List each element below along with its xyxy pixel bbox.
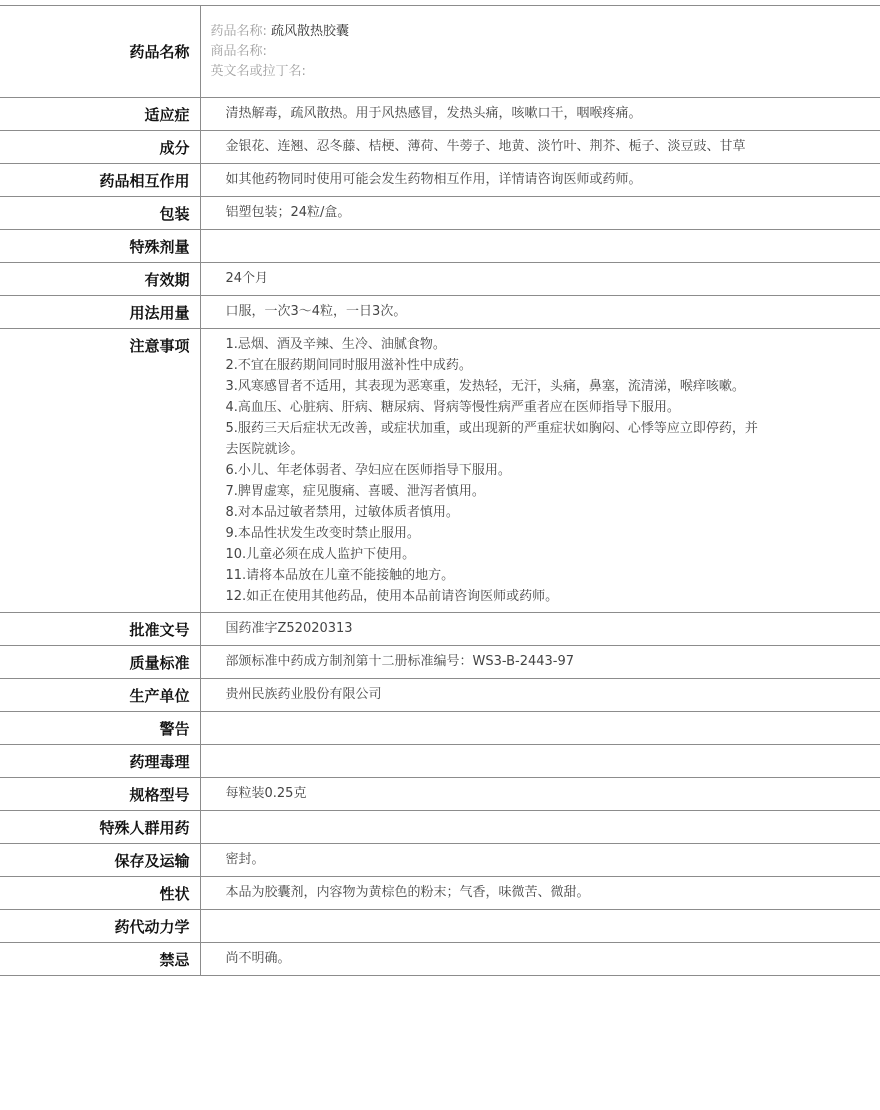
value-package: 铝塑包装；24粒/盒。: [200, 197, 880, 230]
value-interactions: 如其他药物同时使用可能会发生药物相互作用，详情请咨询医师或药师。: [200, 164, 880, 197]
label-interactions: 药品相互作用: [0, 164, 200, 197]
value-special-population: [200, 811, 880, 844]
precaution-item: 9.本品性状发生改变时禁止服用。: [225, 526, 420, 541]
label-toxicology: 药理毒理: [0, 745, 200, 778]
label-special-dosage: 特殊剂量: [0, 230, 200, 263]
precaution-item: 10.儿童必须在成人监护下使用。: [225, 547, 416, 562]
row-storage: [0, 844, 880, 877]
value-contraindications: 尚不明确。: [200, 943, 880, 976]
precaution-item: 12.如正在使用其他药品，使用本品前请咨询医师或药师。: [225, 589, 559, 604]
row-indications: [0, 98, 880, 131]
value-special-dosage: [200, 230, 880, 263]
precaution-item: 11.请将本品放在儿童不能接触的地方。: [225, 568, 455, 583]
value-approval: 国药准字Z52020313: [200, 613, 880, 646]
row-quality-standard: [0, 646, 880, 679]
label-appearance: 性状: [0, 877, 200, 910]
precaution-item: 1.忌烟、酒及辛辣、生冷、油腻食物。: [225, 337, 446, 352]
label-contraindications: 禁忌: [0, 943, 200, 976]
value-manufacturer: 贵州民族药业股份有限公司: [200, 679, 880, 712]
label-warning: 警告: [0, 712, 200, 745]
label-quality-standard: 质量标准: [0, 646, 200, 679]
generic-name-value: 疏风散热胶囊: [271, 23, 350, 39]
value-indications: 清热解毒，疏风散热。用于风热感冒，发热头痛，咳嗽口干，咽喉疼痛。: [200, 98, 880, 131]
value-precautions: [200, 329, 880, 613]
label-usage: 用法用量: [0, 296, 200, 329]
row-toxicology: [0, 745, 880, 778]
label-indications: 适应症: [0, 98, 200, 131]
value-pharmacokinetics: [200, 910, 880, 943]
row-usage: [0, 296, 880, 329]
label-validity: 有效期: [0, 263, 200, 296]
row-ingredients: [0, 131, 880, 164]
precaution-item: 3.风寒感冒者不适用，其表现为恶寒重，发热轻，无汗，头痛，鼻塞，流清涕，喉痒咳嗽。: [225, 379, 745, 394]
row-appearance: [0, 877, 880, 910]
value-toxicology: [200, 745, 880, 778]
value-specification: 每粒装0.25克: [200, 778, 880, 811]
row-precautions: [0, 329, 880, 613]
precaution-item: 8.对本品过敏者禁用，过敏体质者慎用。: [225, 505, 459, 520]
generic-name-key: 药品名称:: [210, 23, 267, 39]
value-warning: [200, 712, 880, 745]
row-interactions: [0, 164, 880, 197]
english-name-key: 英文名或拉丁名:: [210, 63, 306, 79]
row-warning: [0, 712, 880, 745]
trade-name-line: [211, 42, 880, 62]
english-name-line: [211, 62, 880, 82]
label-special-population: 特殊人群用药: [0, 811, 200, 844]
label-approval: 批准文号: [0, 613, 200, 646]
precaution-item: 7.脾胃虚寒，症见腹痛、喜暖、泄泻者慎用。: [225, 484, 485, 499]
row-approval: [0, 613, 880, 646]
label-manufacturer: 生产单位: [0, 679, 200, 712]
row-validity: [0, 263, 880, 296]
label-specification: 规格型号: [0, 778, 200, 811]
label-storage: 保存及运输: [0, 844, 200, 877]
row-package: [0, 197, 880, 230]
value-ingredients: 金银花、连翘、忍冬藤、桔梗、薄荷、牛蒡子、地黄、淡竹叶、荆芥、栀子、淡豆豉、甘草: [200, 131, 880, 164]
value-storage: 密封。: [200, 844, 880, 877]
row-specification: [0, 778, 880, 811]
label-ingredients: 成分: [0, 131, 200, 164]
precaution-item: 4.高血压、心脏病、肝病、糖尿病、肾病等慢性病严重者应在医师指导下服用。: [225, 400, 680, 415]
generic-name-line: [211, 22, 880, 42]
row-special-dosage: [0, 230, 880, 263]
label-pharmacokinetics: 药代动力学: [0, 910, 200, 943]
row-manufacturer: [0, 679, 880, 712]
value-appearance: 本品为胶囊剂，内容物为黄棕色的粉末；气香，味微苦、微甜。: [200, 877, 880, 910]
value-validity: 24个月: [200, 263, 880, 296]
row-pharmacokinetics: [0, 910, 880, 943]
precaution-item: 2.不宜在服药期间同时服用滋补性中成药。: [225, 358, 472, 373]
precaution-item: 6.小儿、年老体弱者、孕妇应在医师指导下服用。: [225, 463, 511, 478]
value-drug-name: [200, 6, 880, 98]
label-precautions: 注意事项: [0, 329, 200, 613]
trade-name-key: 商品名称:: [210, 43, 267, 59]
value-usage: 口服，一次3～4粒，一日3次。: [200, 296, 880, 329]
row-drug-name: [0, 6, 880, 98]
label-package: 包装: [0, 197, 200, 230]
label-drug-name: 药品名称: [0, 6, 200, 98]
drug-spec-table: [0, 5, 880, 976]
value-quality-standard: 部颁标准中药成方制剂第十二册标准编号：WS3-B-2443-97: [200, 646, 880, 679]
row-contraindications: [0, 943, 880, 976]
row-special-population: [0, 811, 880, 844]
precaution-item: 5.服药三天后症状无改善，或症状加重，或出现新的严重症状如胸闷、心悸等应立即停药，并去医院就诊。: [225, 421, 758, 457]
